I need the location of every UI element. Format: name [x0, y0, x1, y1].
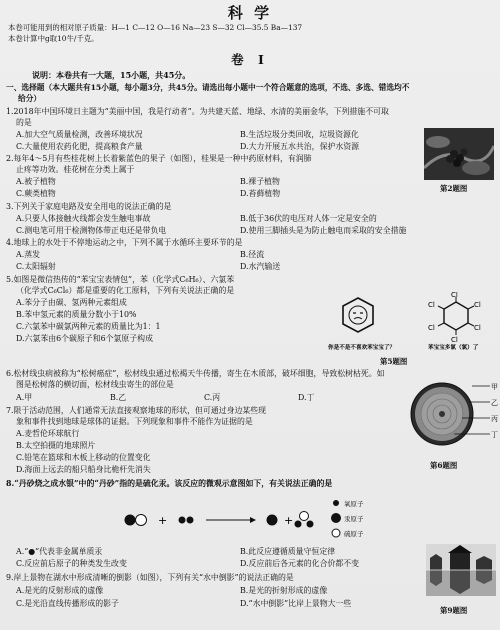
- q4-option-d: D.水汽输送: [240, 262, 281, 271]
- question-number: 3.: [6, 202, 14, 211]
- q8-option-d: D.反应前后各元素的化合价都不变: [240, 559, 360, 568]
- figure-5-left-label: 你是不是不喜欢苯宝宝了？: [328, 345, 396, 351]
- cl-label: Cl: [451, 336, 458, 344]
- question-number: 5.: [6, 275, 14, 284]
- q8-option-c: C.反应前后原子的种类发生改变: [16, 559, 127, 568]
- q3-option-c: C.测电笔可用于检测物体带正电还是带负电: [16, 226, 167, 235]
- q8-option-a: A.“●”代表非金属单质汞: [16, 547, 103, 556]
- q1-option-c: C.大量使用农药化肥，提高粮食产量: [16, 142, 143, 151]
- q5-option-c: C.六氯苯中碳氯两种元素的质量比为1：1: [16, 322, 161, 331]
- q2-option-d: D.苔藓植物: [240, 189, 281, 198]
- legend-sulfur: 硫原子: [344, 530, 364, 538]
- q9-option-d: D.“水中倒影”比岸上景物大一些: [240, 599, 352, 608]
- question-2: [6, 153, 312, 165]
- section-instructions: 说明：本卷共有一大题，15小题，共45分。: [32, 70, 191, 80]
- q6-option-b: B.乙: [110, 393, 127, 402]
- section-heading-line-1: 一、选择题（本大题共有15小题，每小题3分，共45分。请选出每小题中一个符合题意的选项，不选、多选、错选均不: [6, 83, 410, 92]
- plus-sign: +: [284, 514, 294, 527]
- question-number: 6.: [6, 369, 14, 378]
- question-text: 2018年中国环境日主题为“美丽中国，我是行动者”。为共建天蓝、地绿、水清的美丽金华，下列措施不可取: [13, 107, 389, 116]
- figure-5-benzene-memes: [328, 292, 498, 358]
- question-7-line-2: 象和事件找到地球是球体的证据。下列现象和事件不能作为证据的是: [16, 417, 253, 426]
- cl-label: Cl: [474, 324, 481, 332]
- q3-option-b: B.低于36伏的电压对人体一定是安全的: [240, 214, 377, 223]
- question-number: 4.: [6, 238, 14, 247]
- question-number: 7.: [6, 406, 14, 415]
- figure-2-caption: 第2题图: [440, 184, 468, 193]
- reaction-arrowhead: [250, 517, 256, 523]
- q5-option-a: A.苯分子由碳、氢两种元素组成: [16, 298, 127, 307]
- cl-label: Cl: [428, 301, 435, 309]
- q9-option-a: A.是光的反射形成的虚像: [16, 586, 104, 595]
- berry-branch-image: [424, 128, 494, 180]
- q9-option-b: B.是光的折射形成的虚像: [240, 586, 328, 595]
- label-jia: 甲: [491, 383, 498, 391]
- question-5: [6, 274, 234, 286]
- cl-label: Cl: [451, 292, 458, 299]
- q2-option-a: A.被子植物: [16, 177, 56, 186]
- question-number: 9.: [6, 573, 14, 582]
- q9-option-c: C.是光沿直线传播形成的影子: [16, 599, 119, 608]
- label-bing: 丙: [491, 415, 498, 423]
- question-text: 每年4～5月有些桂花树上长着紫蓝色的果子（如图），桂果是一种中药原材料，有润肺: [13, 154, 312, 163]
- question-1-line-2: 的是: [16, 118, 32, 127]
- figure-5-right-label: 苯宝宝多氯（氯）了: [428, 345, 479, 351]
- q1-option-a: A.加大空气质量检测，改善环境状况: [16, 130, 143, 139]
- atomic-masses-note: 本卷可能用到的相对原子质量：H—1 C—12 O—16 Na—23 S—32 Cl—35.5 Ba—137: [8, 23, 303, 32]
- question-6-line-2: 图是松树落的横切面，松材线虫寄生的部位是: [16, 380, 174, 389]
- question-text: 地球上的水处于不停地运动之中，下列不属于水循环主要环节的是: [13, 238, 243, 247]
- question-6: [6, 368, 385, 380]
- figure-5-caption: 第5题图: [380, 357, 408, 366]
- figure-6-trunk-cross-section: [410, 378, 500, 458]
- product-so2-molecule: [295, 512, 314, 528]
- q5-option-d: D.六氯苯由6个碳原子和6个氯原子构成: [16, 334, 153, 343]
- question-number: 1.: [6, 107, 14, 116]
- figure-9-photo: [426, 544, 496, 596]
- q7-option-d: D.海面上远去的船只船身比桅杆先消失: [16, 465, 151, 474]
- gravity-note: 本卷计算中g取10牛/千克。: [8, 34, 99, 43]
- q6-option-c: C.丙: [204, 393, 221, 402]
- page-title: 科 学: [227, 4, 273, 22]
- question-2-line-2: 止疼等功效。桂花树在分类上属于: [16, 165, 135, 174]
- question-text: 下列关于家庭电路及安全用电的说法正确的是: [13, 202, 172, 211]
- question-4: [6, 237, 242, 249]
- question-text: “丹砂烧之成水银”中的“丹砂”指的是硫化汞。该反应的微观示意图如下，有关说法正确的是: [14, 479, 333, 488]
- q4-option-a: A.蒸发: [16, 250, 40, 259]
- figure-9-caption: 第9题图: [440, 606, 468, 615]
- benzene-face-icon: [343, 298, 373, 332]
- question-3: [6, 201, 171, 213]
- product-hg-atom: [267, 515, 278, 526]
- section-heading-line-2: 给分）: [18, 94, 42, 103]
- q7-option-b: B.太空拍摄的地球照片: [16, 441, 96, 450]
- q6-option-d: D.丁: [298, 393, 315, 402]
- legend-mercury: 汞原子: [344, 515, 364, 523]
- hexachlorobenzene-icon: [428, 292, 481, 344]
- label-yi: 乙: [491, 399, 498, 407]
- cl-label: Cl: [428, 324, 435, 332]
- legend: [331, 499, 364, 538]
- q3-option-a: A.只要人体接触火线都会发生触电事故: [16, 214, 151, 223]
- reactant-o2-molecule: [179, 517, 194, 524]
- plus-sign: +: [158, 514, 168, 527]
- question-text: 松材线虫病被称为“松树癌症”，松材线虫通过松褐天牛传播，寄生在木质部，破坏细胞，导致松树枯死。如: [13, 369, 385, 378]
- q1-option-b: B.生活垃圾分类回收，垃圾资源化: [240, 130, 359, 139]
- question-8: [6, 478, 332, 490]
- figure-2-photo: [424, 128, 494, 180]
- cl-label: Cl: [474, 301, 481, 309]
- question-1: [6, 106, 389, 118]
- figure-6-caption: 第6题图: [430, 461, 458, 470]
- figure-8-reaction-diagram: [110, 496, 390, 542]
- reactant-hgs-molecule: [125, 515, 147, 526]
- q7-option-a: A.麦哲伦环球航行: [16, 429, 80, 438]
- q4-option-c: C.太阳辐射: [16, 262, 56, 271]
- q4-option-b: B.径流: [240, 250, 265, 259]
- legend-oxygen: 氧原子: [344, 500, 364, 508]
- question-9: [6, 572, 294, 584]
- question-text: 限于活动范围，人们通常无法直接观察地球的形状，但可通过身边某些现: [13, 406, 267, 415]
- label-ding: 丁: [491, 431, 498, 439]
- q1-option-d: D.大力开展五水共治，保护水资源: [240, 142, 360, 151]
- q7-option-c: C.铅笔在篮球和木板上移动的位置变化: [16, 453, 151, 462]
- q2-option-b: B.裸子植物: [240, 177, 280, 186]
- question-number: 2.: [6, 154, 14, 163]
- q6-option-a: A.甲: [16, 393, 33, 402]
- q2-option-c: C.蕨类植物: [16, 189, 56, 198]
- section-juan-title: 卷 Ⅰ: [231, 52, 269, 67]
- q5-option-b: B.苯中氢元素的质量分数小于10%: [16, 310, 137, 319]
- question-number: 8.: [6, 479, 15, 488]
- question-5-line-2: （化学式C₆Cl₆）都是重要的化工原料，下列有关说法正确的是: [16, 286, 235, 295]
- lake-reflection-image: [426, 544, 496, 596]
- question-text: 如图是微信热传的“苯宝宝表情包”，苯（化学式C₆H₆）、六氯苯: [13, 275, 235, 284]
- question-7: [6, 405, 266, 417]
- question-text: 岸上景物在湖水中形成清晰的倒影（如图），下列有关“水中倒影”的说法正确的是: [13, 573, 294, 582]
- q8-option-b: B.此反应遵循质量守恒定律: [240, 547, 336, 556]
- q3-option-d: D.使用三脚插头是为防止触电而采取的安全措施: [240, 226, 407, 235]
